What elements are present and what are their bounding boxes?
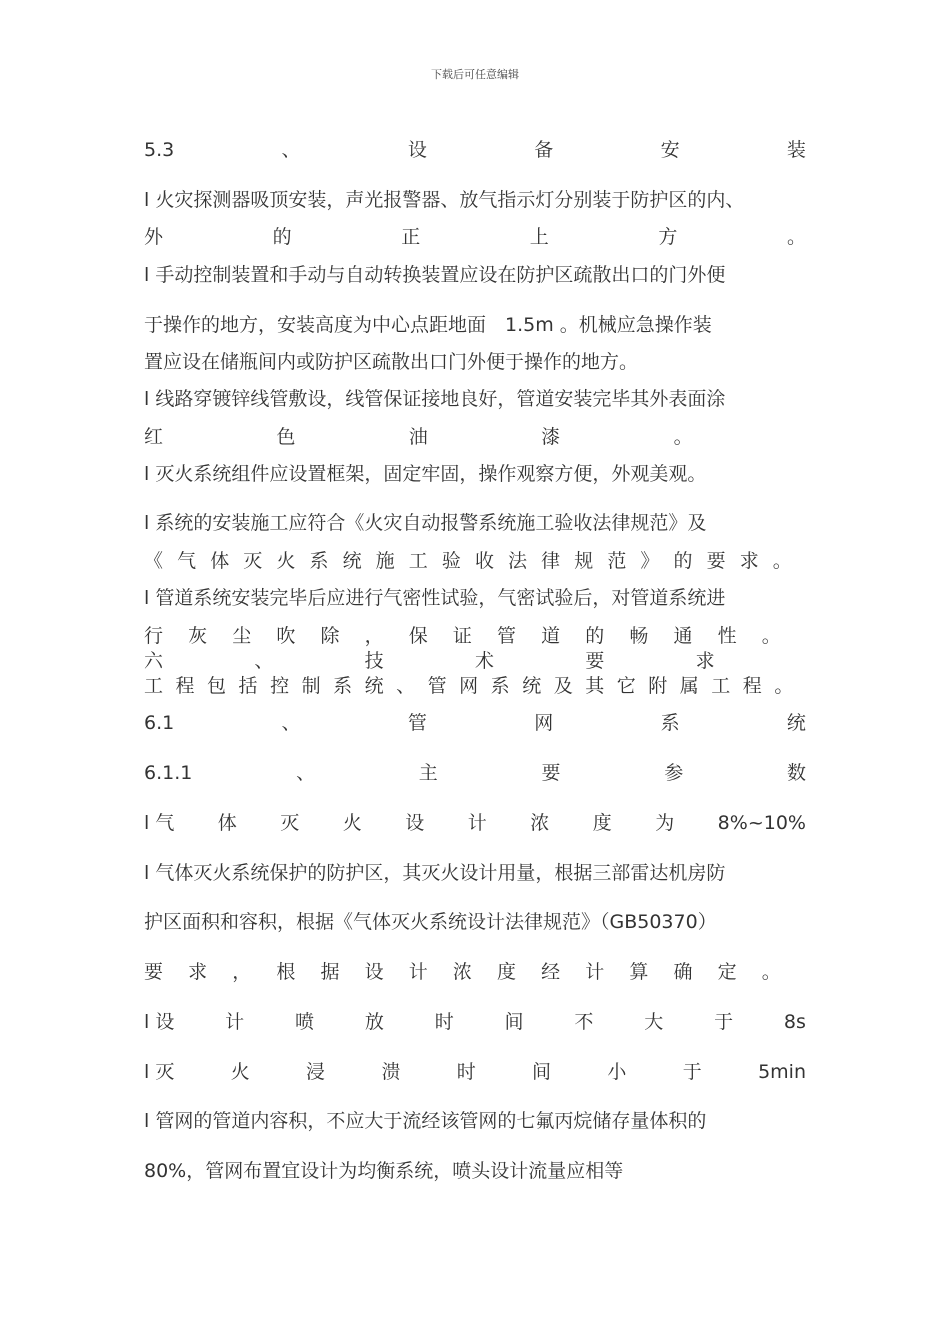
text-token: 程: [175, 675, 195, 697]
text-token: 系: [333, 675, 353, 697]
text-token: 灭: [280, 812, 300, 834]
text-token: 除: [320, 625, 340, 647]
text-token: 浓: [452, 961, 472, 983]
text-token: 火: [276, 550, 296, 572]
text-token: 算: [629, 961, 649, 983]
text-token: 附: [648, 675, 668, 697]
text-token: 火: [342, 812, 362, 834]
text-token: 规: [574, 550, 594, 572]
text-token: 红: [144, 426, 164, 448]
text-token: 计: [467, 812, 487, 834]
text-line: [144, 673, 806, 699]
text-token: 。: [673, 426, 693, 448]
text-token: 要: [144, 961, 164, 983]
text-token: 经: [541, 961, 561, 983]
text-line: 于操作的地方，安装高度为中心点距地面 1.5m 。机械应急操作装: [144, 314, 712, 336]
text-token: 道: [541, 625, 561, 647]
text-token: 计: [408, 961, 428, 983]
text-token: 的: [585, 625, 605, 647]
text-token: 备: [534, 139, 554, 161]
text-token: 气: [177, 550, 197, 572]
text-token: 保: [408, 625, 428, 647]
text-token: 求: [188, 961, 208, 983]
text-token: 网: [534, 712, 554, 734]
text-token: 时: [456, 1061, 476, 1083]
text-token: 、: [254, 650, 274, 672]
text-token: l 灭: [144, 1061, 175, 1083]
text-line: l 管网的管道内容积，不应大于流经该管网的七氟丙烷储存量体积的: [144, 1110, 707, 1132]
text-token: 漆: [541, 426, 561, 448]
text-token: 。: [774, 675, 794, 697]
text-token: 、: [396, 675, 416, 697]
text-line: 80%，管网布置宜设计为均衡系统，喷头设计流量应相等: [144, 1160, 624, 1182]
text-token: 灭: [243, 550, 263, 572]
text-token: 油: [408, 426, 428, 448]
text-token: 不: [574, 1011, 594, 1033]
text-token: 设: [364, 961, 384, 983]
text-token: 上: [529, 226, 549, 248]
text-token: 于: [714, 1011, 734, 1033]
text-line: [144, 623, 806, 649]
text-token: 的: [272, 226, 292, 248]
text-token: 灰: [188, 625, 208, 647]
text-token: 工: [144, 675, 164, 697]
text-token: 的: [673, 550, 693, 572]
text-token: 控: [270, 675, 290, 697]
text-token: 统: [342, 550, 362, 572]
text-token: 8s: [783, 1011, 806, 1033]
text-token: l 气: [144, 812, 175, 834]
text-token: 属: [679, 675, 699, 697]
text-token: 统: [364, 675, 384, 697]
text-token: 主: [418, 762, 438, 784]
text-token: 尘: [232, 625, 252, 647]
text-line: [144, 548, 806, 574]
text-token: 、: [296, 762, 316, 784]
text-line: [144, 224, 806, 250]
text-line: [144, 424, 806, 450]
text-line: l 管道系统安装完毕后应进行气密性试验，气密试验后，对管道系统进: [144, 587, 726, 609]
text-line: [144, 810, 806, 836]
text-token: 5min: [758, 1061, 806, 1083]
text-token: 求: [739, 550, 759, 572]
text-token: 要: [706, 550, 726, 572]
text-token: 5.3: [144, 139, 175, 161]
text-token: 6.1: [144, 712, 175, 734]
text-token: 溃: [381, 1061, 401, 1083]
text-token: 系: [660, 712, 680, 734]
text-token: 工: [408, 550, 428, 572]
text-token: 技: [364, 650, 384, 672]
text-line: 护区面积和容积，根据《气体灭火系统设计法律规范》（GB50370）: [144, 911, 717, 933]
text-token: 制: [301, 675, 321, 697]
text-token: 管: [427, 675, 447, 697]
text-token: 据: [320, 961, 340, 983]
text-token: 施: [375, 550, 395, 572]
text-token: ，: [364, 625, 384, 647]
text-token: 管: [497, 625, 517, 647]
text-token: 吹: [276, 625, 296, 647]
text-token: 验: [441, 550, 461, 572]
page-header: 下载后可任意编辑: [431, 68, 519, 81]
text-token: 装: [786, 139, 806, 161]
text-line: l 气体灭火系统保护的防护区，其灭火设计用量，根据三部雷达机房防: [144, 862, 726, 884]
text-token: 计: [225, 1011, 245, 1033]
text-token: 管: [407, 712, 427, 734]
text-token: 为: [655, 812, 675, 834]
text-line: [144, 1009, 806, 1035]
text-token: 。: [772, 550, 792, 572]
text-token: 收: [474, 550, 494, 572]
text-token: 包: [207, 675, 227, 697]
text-token: 于: [682, 1061, 702, 1083]
text-token: 行: [144, 625, 164, 647]
text-token: 大: [644, 1011, 664, 1033]
text-token: 浓: [530, 812, 550, 834]
text-token: 。: [761, 961, 781, 983]
text-token: 及: [553, 675, 573, 697]
text-token: 数: [786, 762, 806, 784]
text-token: 范: [607, 550, 627, 572]
text-token: 计: [585, 961, 605, 983]
text-token: 六: [144, 650, 164, 672]
text-token: 律: [541, 550, 561, 572]
text-token: 、: [281, 712, 301, 734]
text-token: 浸: [306, 1061, 326, 1083]
text-token: 8%~10%: [717, 812, 806, 834]
text-token: 小: [607, 1061, 627, 1083]
text-token: 体: [210, 550, 230, 572]
text-token: 求: [695, 650, 715, 672]
text-line: l 系统的安装施工应符合《火灾自动报警系统施工验收法律规范》及: [144, 512, 707, 534]
text-token: 方: [658, 226, 678, 248]
text-token: 证: [452, 625, 472, 647]
text-line: [144, 959, 806, 985]
text-line: [144, 710, 806, 736]
text-token: 定: [717, 961, 737, 983]
text-line: l 灭火系统组件应设置框架，固定牢固，操作观察方便，外观美观。: [144, 463, 707, 485]
text-token: 。: [786, 226, 806, 248]
text-token: 间: [532, 1061, 552, 1083]
text-token: 设: [407, 139, 427, 161]
text-token: 间: [504, 1011, 524, 1033]
text-token: 体: [217, 812, 237, 834]
text-token: 统: [786, 712, 806, 734]
text-line: 置应设在储瓶间内或防护区疏散出口门外便于操作的地方。: [144, 351, 639, 373]
text-line: [144, 137, 806, 163]
text-token: 法: [508, 550, 528, 572]
text-token: 通: [673, 625, 693, 647]
text-token: 时: [434, 1011, 454, 1033]
text-token: 系: [309, 550, 329, 572]
text-token: 要: [541, 762, 561, 784]
text-line: [144, 1059, 806, 1085]
text-token: 安: [660, 139, 680, 161]
text-line: [144, 648, 806, 674]
text-token: 火: [230, 1061, 250, 1083]
text-token: 网: [459, 675, 479, 697]
text-token: 系: [490, 675, 510, 697]
text-token: 它: [616, 675, 636, 697]
text-line: l 手动控制装置和手动与自动转换装置应设在防护区疏散出口的门外便: [144, 264, 726, 286]
text-token: 正: [401, 226, 421, 248]
text-line: l 火灾探测器吸顶安装，声光报警器、放气指示灯分别装于防护区的内、: [144, 189, 745, 211]
text-token: 括: [238, 675, 258, 697]
text-token: 根: [276, 961, 296, 983]
text-token: 放: [364, 1011, 384, 1033]
text-token: 6.1.1: [144, 762, 193, 784]
text-token: 术: [474, 650, 494, 672]
text-token: 其: [585, 675, 605, 697]
text-token: 外: [144, 226, 164, 248]
text-token: 畅: [629, 625, 649, 647]
text-token: 度: [497, 961, 517, 983]
text-token: 色: [276, 426, 296, 448]
text-token: 、: [281, 139, 301, 161]
text-token: 要: [585, 650, 605, 672]
text-token: 》: [640, 550, 660, 572]
text-token: 程: [742, 675, 762, 697]
text-token: 《: [144, 550, 164, 572]
text-token: 参: [664, 762, 684, 784]
text-line: l 线路穿镀锌线管敷设，线管保证接地良好，管道安装完毕其外表面涂: [144, 388, 726, 410]
text-token: 度: [592, 812, 612, 834]
text-token: 工: [711, 675, 731, 697]
text-token: 喷: [295, 1011, 315, 1033]
text-token: 。: [761, 625, 781, 647]
text-token: 确: [673, 961, 693, 983]
text-token: ，: [232, 961, 252, 983]
text-token: 性: [717, 625, 737, 647]
text-token: 设: [405, 812, 425, 834]
text-line: [144, 760, 806, 786]
text-token: l 设: [144, 1011, 175, 1033]
text-token: 统: [522, 675, 542, 697]
